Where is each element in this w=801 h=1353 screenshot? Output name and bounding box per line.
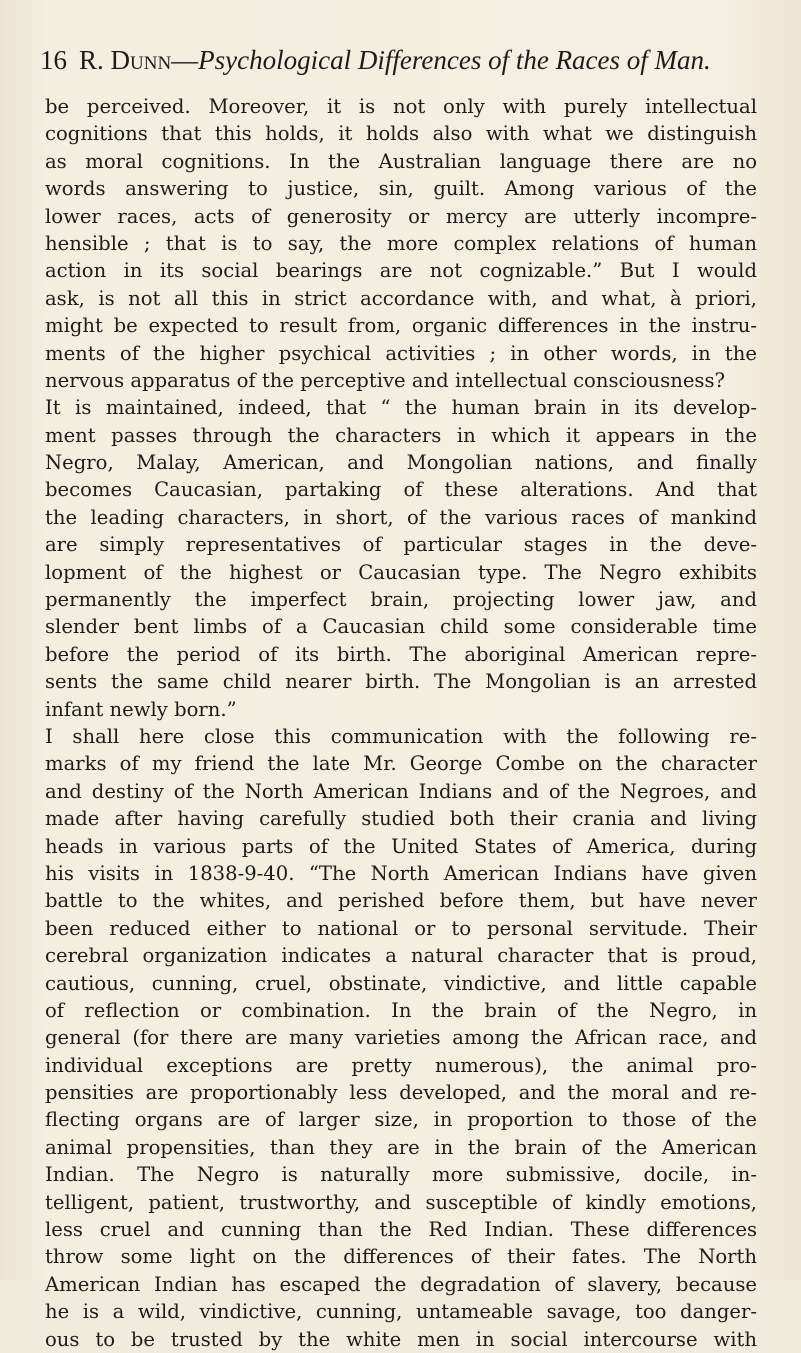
text-line: permanently the imperfect brain, projecting lower jaw, and: [45, 588, 757, 612]
text-line: American Indian has escaped the degradation of slavery, because: [45, 1272, 757, 1296]
text-line: telligent, patient, trustworthy, and susceptible of kindly emotions,: [45, 1190, 757, 1214]
text-line: be perceived. Moreover, it is not only with purely intellectual: [45, 95, 757, 118]
body-text: [45, 93, 757, 1351]
text-line: heads in various parts of the United States of America, during: [45, 834, 757, 858]
text-line: I shall here close this communication with the following re-: [45, 724, 757, 748]
text-line: he is a wild, vindictive, cunning, untameable savage, too danger-: [45, 1300, 757, 1324]
text-line: pensities are proportionably less developed, and the moral and re-: [45, 1081, 757, 1105]
text-line: individual exceptions are pretty numerous), the animal pro-: [45, 1053, 757, 1077]
text-line: slender bent limbs of a Caucasian child some considerable time: [45, 615, 757, 639]
text-line: marks of my friend the late Mr. George Combe on the character: [45, 752, 757, 776]
text-line: animal propensities, than they are in the brain of the American: [45, 1135, 757, 1159]
text-line: his visits in 1838-9-40. “The North American Indians have given: [45, 861, 757, 885]
text-line: before the period of its birth. The aboriginal American repre-: [45, 642, 757, 666]
text-line: lopment of the highest or Caucasian type. The Negro exhibits: [45, 560, 757, 584]
text-line: as moral cognitions. In the Australian language there are no: [45, 149, 757, 173]
text-line: made after having carefully studied both their crania and living: [45, 807, 757, 831]
text-line: Indian. The Negro is naturally more submissive, docile, in-: [45, 1163, 757, 1187]
header-separator: —: [171, 45, 199, 75]
header-author: R. Dunn: [79, 45, 172, 75]
text-line: general (for there are many varieties among the African race, and: [45, 1026, 757, 1050]
text-line: words answering to justice, sin, guilt. Among various of the: [45, 177, 757, 201]
text-line: are simply representatives of particular stages in the deve-: [45, 533, 757, 557]
running-header: [40, 40, 780, 80]
text-line: Negro, Malay, American, and Mongolian nations, and finally: [45, 451, 757, 475]
text-line: flecting organs are of larger size, in proportion to those of the: [45, 1108, 757, 1132]
text-line: lower races, acts of generosity or mercy are utterly incompre-: [45, 204, 757, 228]
text-line: ask, is not all this in strict accordance with, and what, à priori,: [45, 286, 757, 310]
header-title: Psychological Differences of the Races of Man.: [198, 45, 711, 75]
text-line: and destiny of the North American Indians and of the Negroes, and: [45, 779, 757, 803]
text-line: ous to be trusted by the white men in social intercourse with: [45, 1327, 757, 1351]
text-line: throw some light on the differences of their fates. The North: [45, 1245, 757, 1269]
text-line: less cruel and cunning than the Red Indian. These differences: [45, 1218, 757, 1242]
text-line: of reflection or combination. In the brain of the Negro, in: [45, 998, 757, 1022]
text-line: the leading characters, in short, of the various races of mankind: [45, 505, 757, 529]
page-number: 16: [40, 45, 67, 75]
text-line: action in its social bearings are not cognizable.” But I would: [45, 259, 757, 283]
text-line: nervous apparatus of the perceptive and intellectual consciousness?: [45, 368, 726, 392]
text-line: ments of the higher psychical activities ; in other words, in the: [45, 341, 757, 365]
text-line: infant newly born.”: [45, 697, 237, 721]
text-line: might be expected to result from, organic differences in the instru-: [45, 314, 757, 338]
text-line: been reduced either to national or to personal servitude. Their: [45, 916, 757, 940]
text-line: ment passes through the characters in which it appears in the: [45, 423, 757, 447]
text-line: battle to the whites, and perished before them, but have never: [45, 889, 757, 913]
text-line: sents the same child nearer birth. The Mongolian is an arrested: [45, 670, 757, 694]
text-line: It is maintained, indeed, that “ the human brain in its develop-: [45, 396, 757, 420]
text-line: cautious, cunning, cruel, obstinate, vindictive, and little capable: [45, 971, 757, 995]
text-line: becomes Caucasian, partaking of these alterations. And that: [45, 478, 757, 502]
text-line: hensible ; that is to say, the more complex relations of human: [45, 231, 757, 255]
text-line: cerebral organization indicates a natural character that is proud,: [45, 944, 757, 968]
text-line: cognitions that this holds, it holds also with what we distinguish: [45, 122, 757, 146]
